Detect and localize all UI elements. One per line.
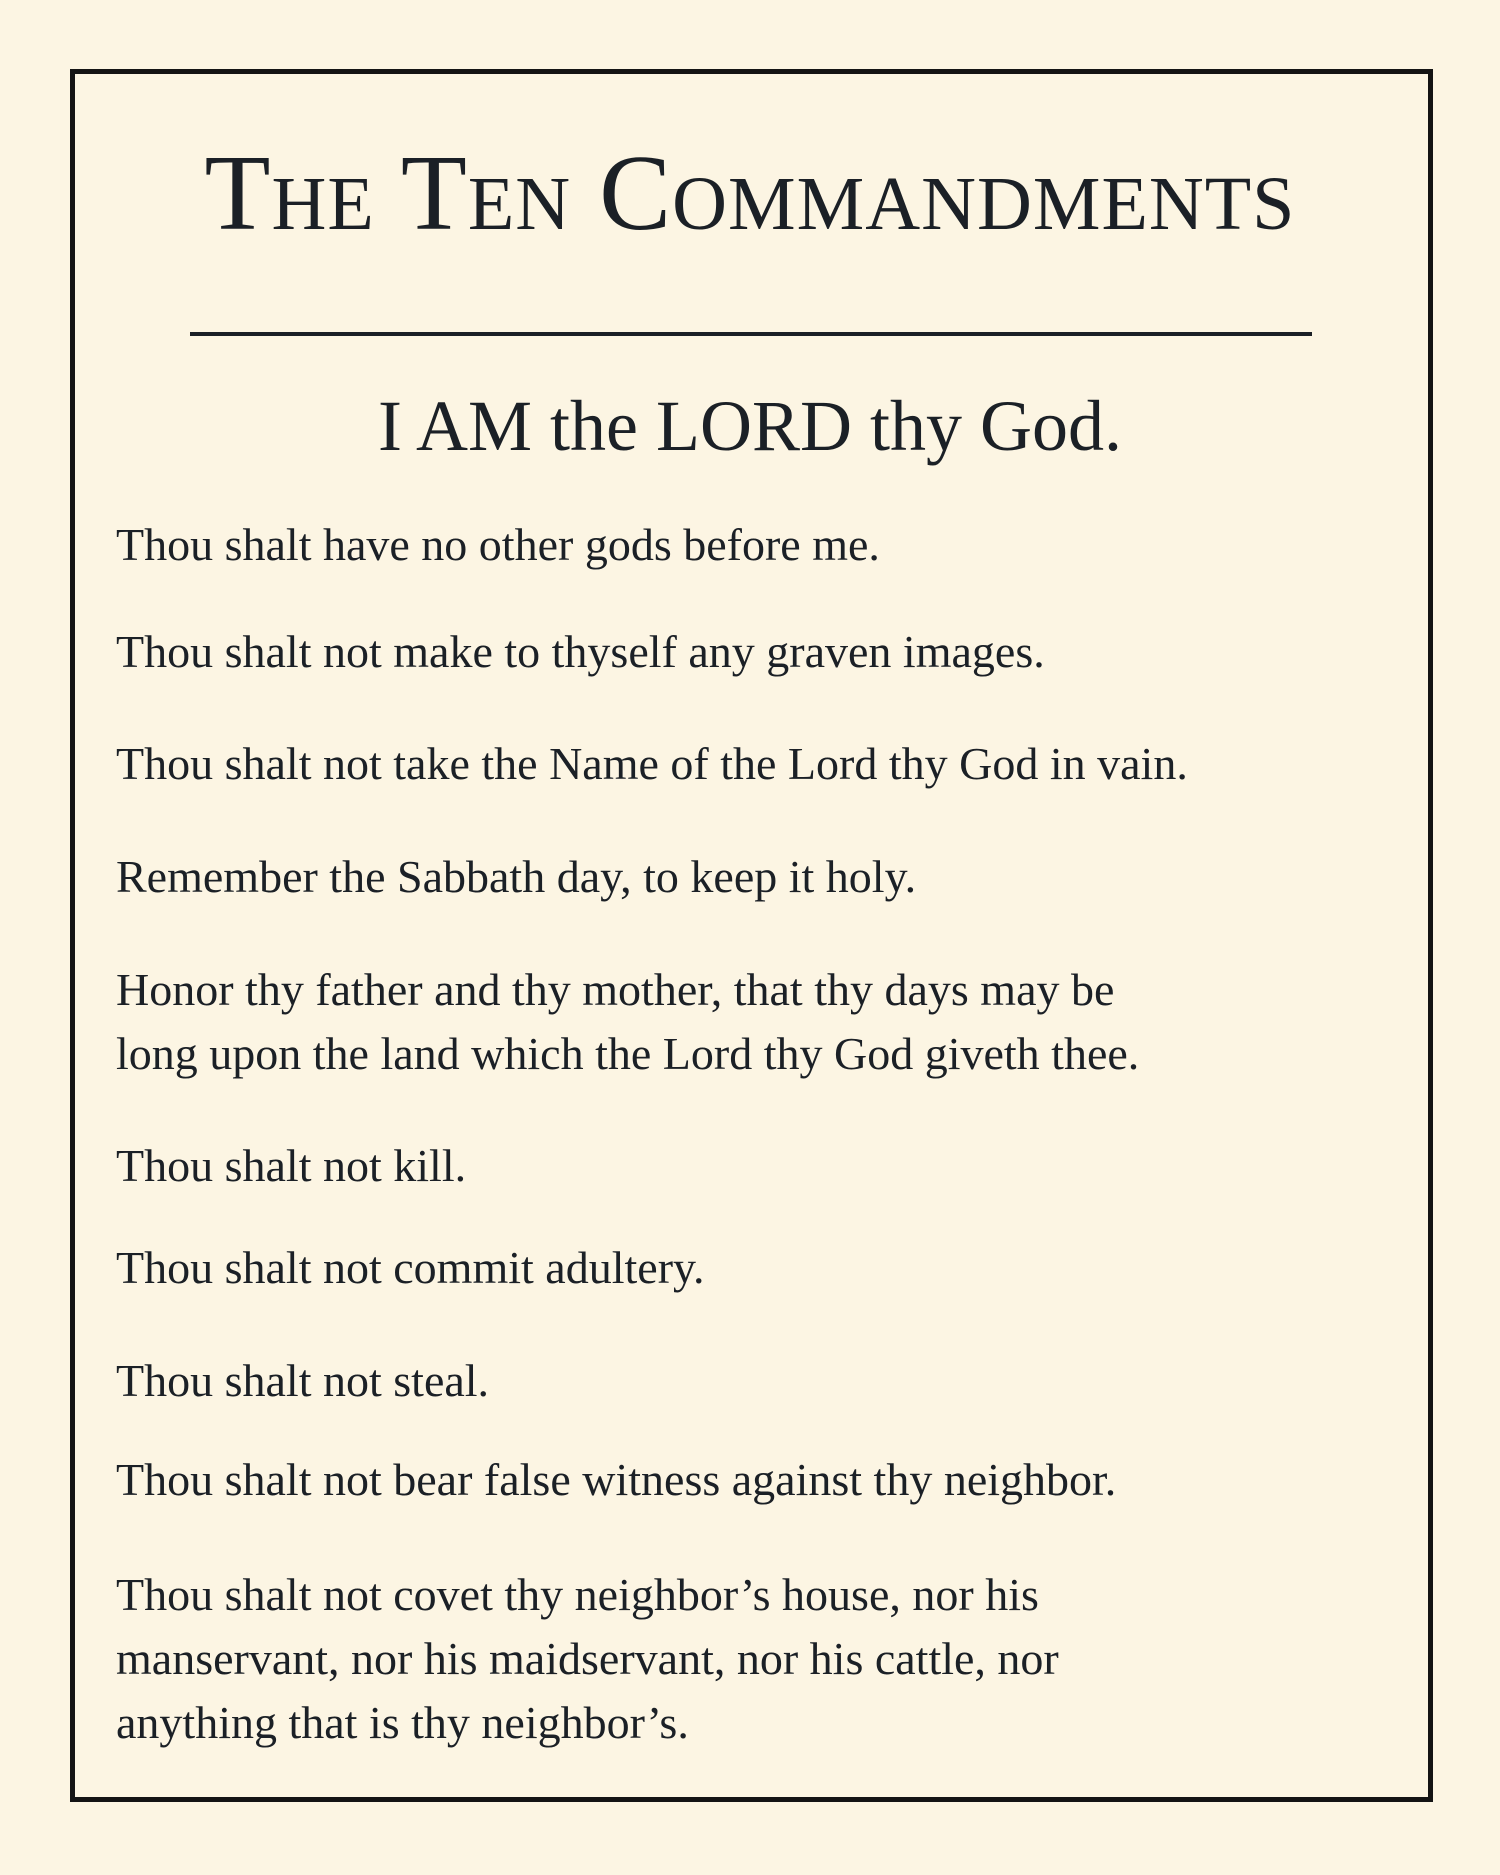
page-title: The Ten Commandments <box>204 134 1296 253</box>
commandment-10: Thou shalt not covet thy neighbor’s house, nor his manservant, nor his maidservant, nor his cattle, nor anything that is thy neighbor’s. <box>116 1569 1059 1748</box>
poster-border <box>70 69 1433 1802</box>
commandment-7: Thou shalt not commit adultery. <box>116 1242 705 1293</box>
commandment-3: Thou shalt not take the Name of the Lord thy God in vain. <box>116 738 1188 789</box>
commandment-8: Thou shalt not steal. <box>116 1355 490 1406</box>
commandment-2: Thou shalt not make to thyself any graven images. <box>116 626 1045 677</box>
title-divider <box>190 332 1312 336</box>
subtitle: I AM the LORD thy God. <box>378 386 1122 466</box>
commandment-9: Thou shalt not bear false witness against thy neighbor. <box>116 1454 1117 1505</box>
commandment-4: Remember the Sabbath day, to keep it holy. <box>116 851 917 902</box>
commandment-1: Thou shalt have no other gods before me. <box>116 519 880 570</box>
commandment-6: Thou shalt not kill. <box>116 1140 467 1191</box>
commandment-5: Honor thy father and thy mother, that thy days may be long upon the land which the Lord thy God giveth thee. <box>116 964 1140 1079</box>
